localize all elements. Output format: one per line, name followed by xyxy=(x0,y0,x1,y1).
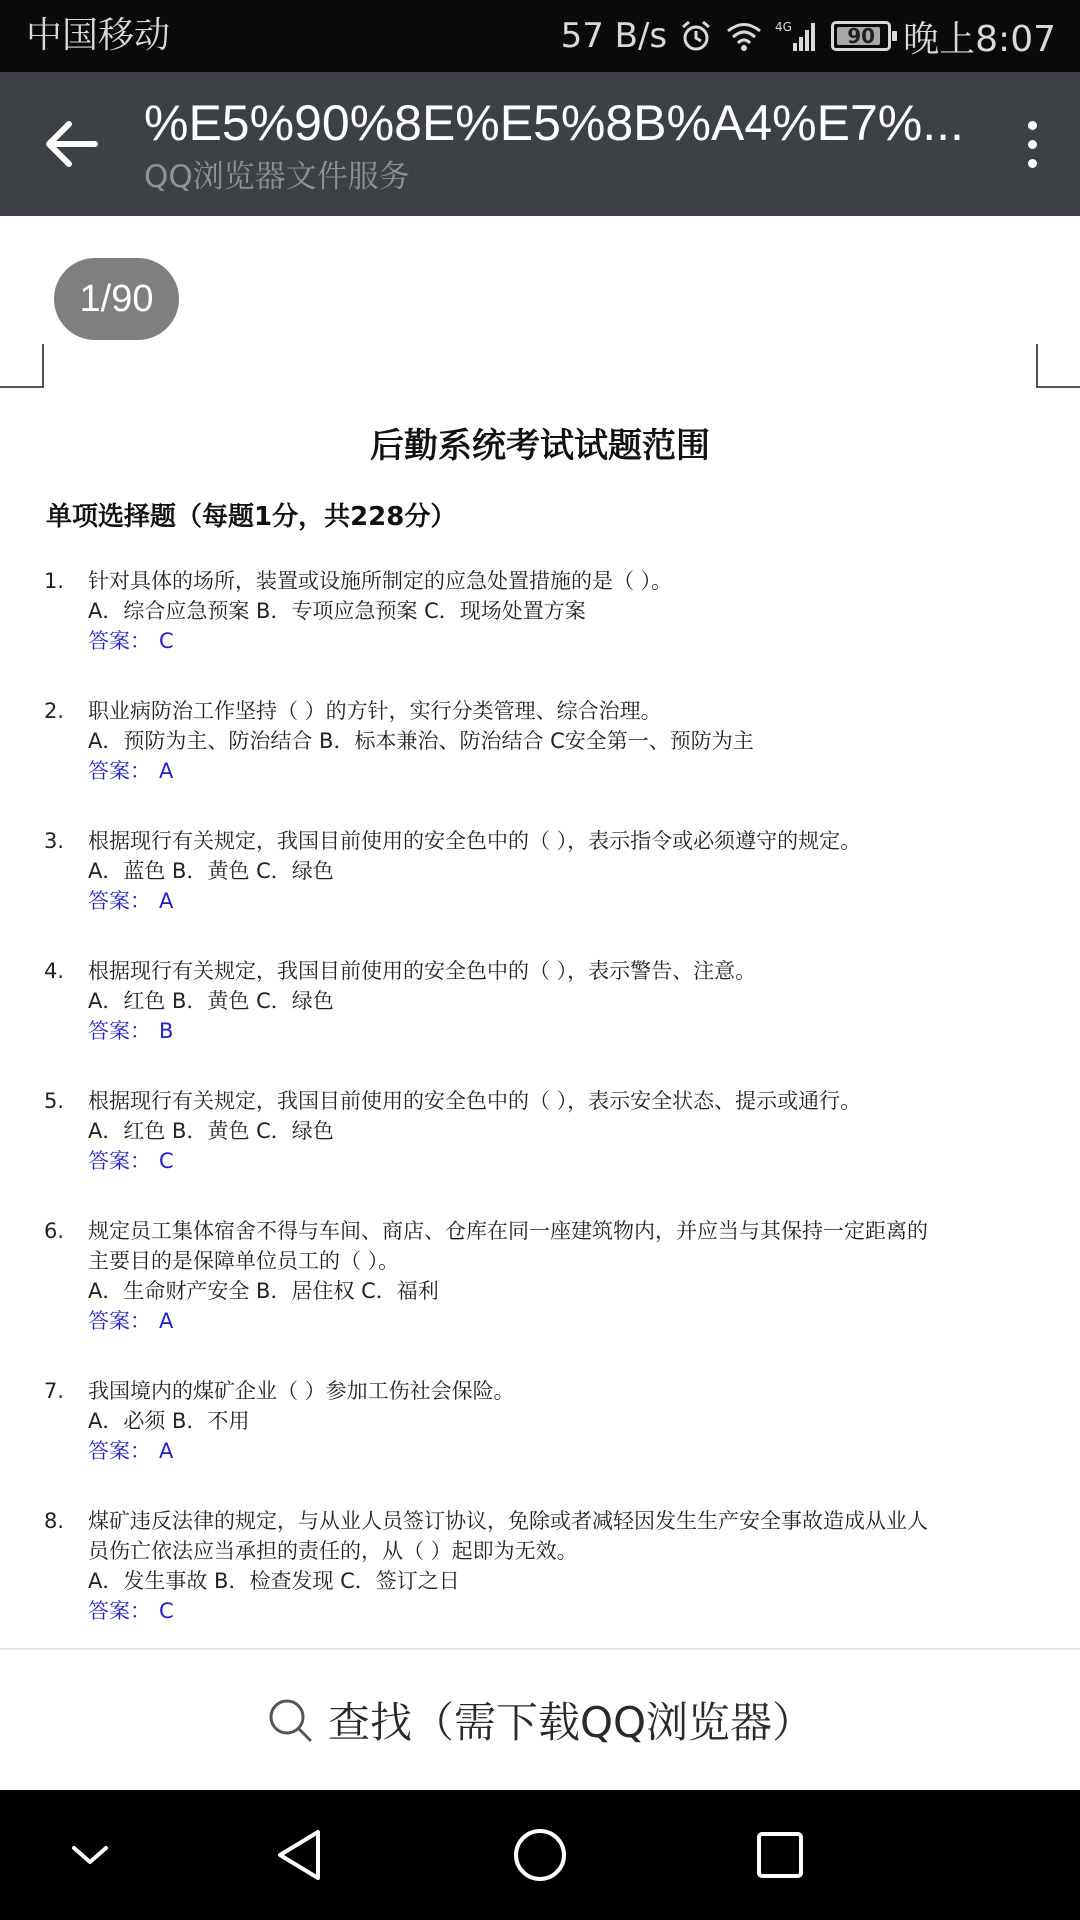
answer-value: C xyxy=(159,1599,174,1623)
more-vert-icon xyxy=(1028,121,1037,130)
question-item xyxy=(44,1506,1034,1626)
answer-line xyxy=(88,1146,1034,1176)
answer-line xyxy=(88,1016,1034,1046)
question-text: 主要目的是保障单位员工的（ ）。 xyxy=(88,1249,400,1273)
answer-label: 答案： xyxy=(88,1309,151,1333)
battery-level: 90 xyxy=(847,24,876,48)
question-text: 员伤亡依法应当承担的责任的，从（ ）起即为无效。 xyxy=(88,1539,578,1563)
answer-line xyxy=(88,1436,1034,1466)
collapse-chevron-icon xyxy=(68,1840,112,1870)
answer-label: 答案： xyxy=(88,1599,151,1623)
nav-back-button[interactable] xyxy=(270,1825,330,1885)
answer-label: 答案： xyxy=(88,889,151,913)
question-item xyxy=(44,696,1034,786)
crop-mark-right xyxy=(1036,344,1080,388)
question-body xyxy=(88,1506,1034,1626)
find-bar[interactable] xyxy=(0,1648,1080,1790)
answer-label: 答案： xyxy=(88,629,151,653)
question-body xyxy=(88,1376,1034,1466)
question-body xyxy=(88,1216,1034,1336)
question-number: 6. xyxy=(44,1219,65,1243)
find-label: 查找（需下载QQ浏览器） xyxy=(327,1698,815,1747)
alarm-icon xyxy=(679,19,713,53)
answer-value: B xyxy=(159,1019,174,1043)
question-text: 职业病防治工作坚持（ ）的方针，实行分类管理、综合治理。 xyxy=(88,699,662,723)
question-text: 根据现行有关规定，我国目前使用的安全色中的（ ），表示指令或必须遵守的规定。 xyxy=(88,829,862,853)
document-title: %E5%90%8E%E5%8B%A4%E7%... xyxy=(144,95,964,151)
more-vert-icon-dot xyxy=(1028,159,1037,168)
battery-icon xyxy=(831,21,891,51)
wifi-icon xyxy=(725,20,763,52)
title-block xyxy=(144,92,964,198)
document-heading: 后勤系统考试试题范围 xyxy=(370,426,710,466)
question-text: 我国境内的煤矿企业（ ）参加工伤社会保险。 xyxy=(88,1379,515,1403)
answer-value: C xyxy=(159,629,174,653)
question-options: A．红色 B．黄色 C．绿色 xyxy=(88,989,334,1013)
question-item xyxy=(44,956,1034,1046)
question-options: A．生命财产安全 B．居住权 C．福利 xyxy=(88,1279,439,1303)
find-button[interactable] xyxy=(266,1690,814,1750)
question-number: 8. xyxy=(44,1509,65,1533)
question-text: 煤矿违反法律的规定，与从业人员签订协议，免除或者减轻因发生生产安全事故造成从业人 xyxy=(88,1509,928,1533)
answer-line xyxy=(88,1596,1034,1626)
question-number: 7. xyxy=(44,1379,65,1403)
answer-line xyxy=(88,756,1034,786)
question-body xyxy=(88,696,1034,786)
collapse-nav-button[interactable] xyxy=(60,1825,120,1885)
question-body xyxy=(88,566,1034,656)
more-vert-icon-dot xyxy=(1028,140,1037,149)
question-item xyxy=(44,1086,1034,1176)
answer-value: A xyxy=(159,1309,174,1333)
question-item xyxy=(44,826,1034,916)
app-bar xyxy=(0,72,1080,216)
question-item xyxy=(44,1216,1034,1336)
answer-value: C xyxy=(159,1149,174,1173)
status-bar xyxy=(0,0,1080,72)
question-text: 针对具体的场所，装置或设施所制定的应急处置措施的是（ ）。 xyxy=(88,569,673,593)
nav-home-button[interactable] xyxy=(510,1825,570,1885)
answer-line xyxy=(88,886,1034,916)
search-icon xyxy=(266,1696,314,1744)
carrier-name: 中国移动 xyxy=(26,15,171,56)
question-text: 根据现行有关规定，我国目前使用的安全色中的（ ），表示警告、注意。 xyxy=(88,959,757,983)
document-subtitle: QQ浏览器文件服务 xyxy=(144,159,410,195)
question-text: 根据现行有关规定，我国目前使用的安全色中的（ ），表示安全状态、提示或通行。 xyxy=(88,1089,862,1113)
nav-recents-button[interactable] xyxy=(750,1825,810,1885)
question-text: 规定员工集体宿舍不得与车间、商店、仓库在同一座建筑物内，并应当与其保持一定距离的 xyxy=(88,1219,928,1243)
back-arrow-icon xyxy=(45,121,99,167)
home-circle-icon xyxy=(512,1827,568,1883)
question-body xyxy=(88,826,1034,916)
document-viewer[interactable] xyxy=(0,216,1080,1648)
recents-square-icon xyxy=(755,1830,805,1880)
question-options: A．必须 B．不用 xyxy=(88,1409,250,1433)
net-speed: 57 B/s xyxy=(560,16,668,56)
answer-line xyxy=(88,1306,1034,1336)
answer-label: 答案： xyxy=(88,1019,151,1043)
page-indicator: 1/90 xyxy=(54,258,179,340)
question-number: 4. xyxy=(44,959,65,983)
question-body xyxy=(88,1086,1034,1176)
clock: 晚上8:07 xyxy=(903,18,1056,60)
question-options: A．预防为主、防治结合 B．标本兼治、防治结合 C安全第一、预防为主 xyxy=(88,729,754,753)
answer-value: A xyxy=(159,1439,174,1463)
answer-value: A xyxy=(159,889,174,913)
question-number: 3. xyxy=(44,829,65,853)
answer-value: A xyxy=(159,759,174,783)
more-options-button[interactable] xyxy=(1004,110,1060,178)
question-options: A．综合应急预案 B．专项应急预案 C．现场处置方案 xyxy=(88,599,586,623)
answer-label: 答案： xyxy=(88,1149,151,1173)
question-number: 1. xyxy=(44,569,65,593)
answer-label: 答案： xyxy=(88,759,151,783)
question-options: A．红色 B．黄色 C．绿色 xyxy=(88,1119,334,1143)
question-item xyxy=(44,566,1034,656)
status-right-group xyxy=(561,14,1056,58)
crop-mark-left xyxy=(0,344,44,388)
question-item xyxy=(44,1376,1034,1466)
question-body xyxy=(88,956,1034,1046)
question-number: 2. xyxy=(44,699,65,723)
question-options: A．蓝色 B．黄色 C．绿色 xyxy=(88,859,334,883)
system-nav-bar xyxy=(0,1790,1080,1920)
answer-line xyxy=(88,626,1034,656)
question-options: A．发生事故 B．检查发现 C．签订之日 xyxy=(88,1569,460,1593)
question-number: 5. xyxy=(44,1089,65,1113)
back-button[interactable] xyxy=(36,110,108,178)
answer-label: 答案： xyxy=(88,1439,151,1463)
section-title: 单项选择题（每题1分，共228分） xyxy=(46,502,457,532)
back-triangle-icon xyxy=(274,1827,326,1883)
network-type-label: 4G xyxy=(775,20,793,34)
signal-icon xyxy=(775,19,819,53)
